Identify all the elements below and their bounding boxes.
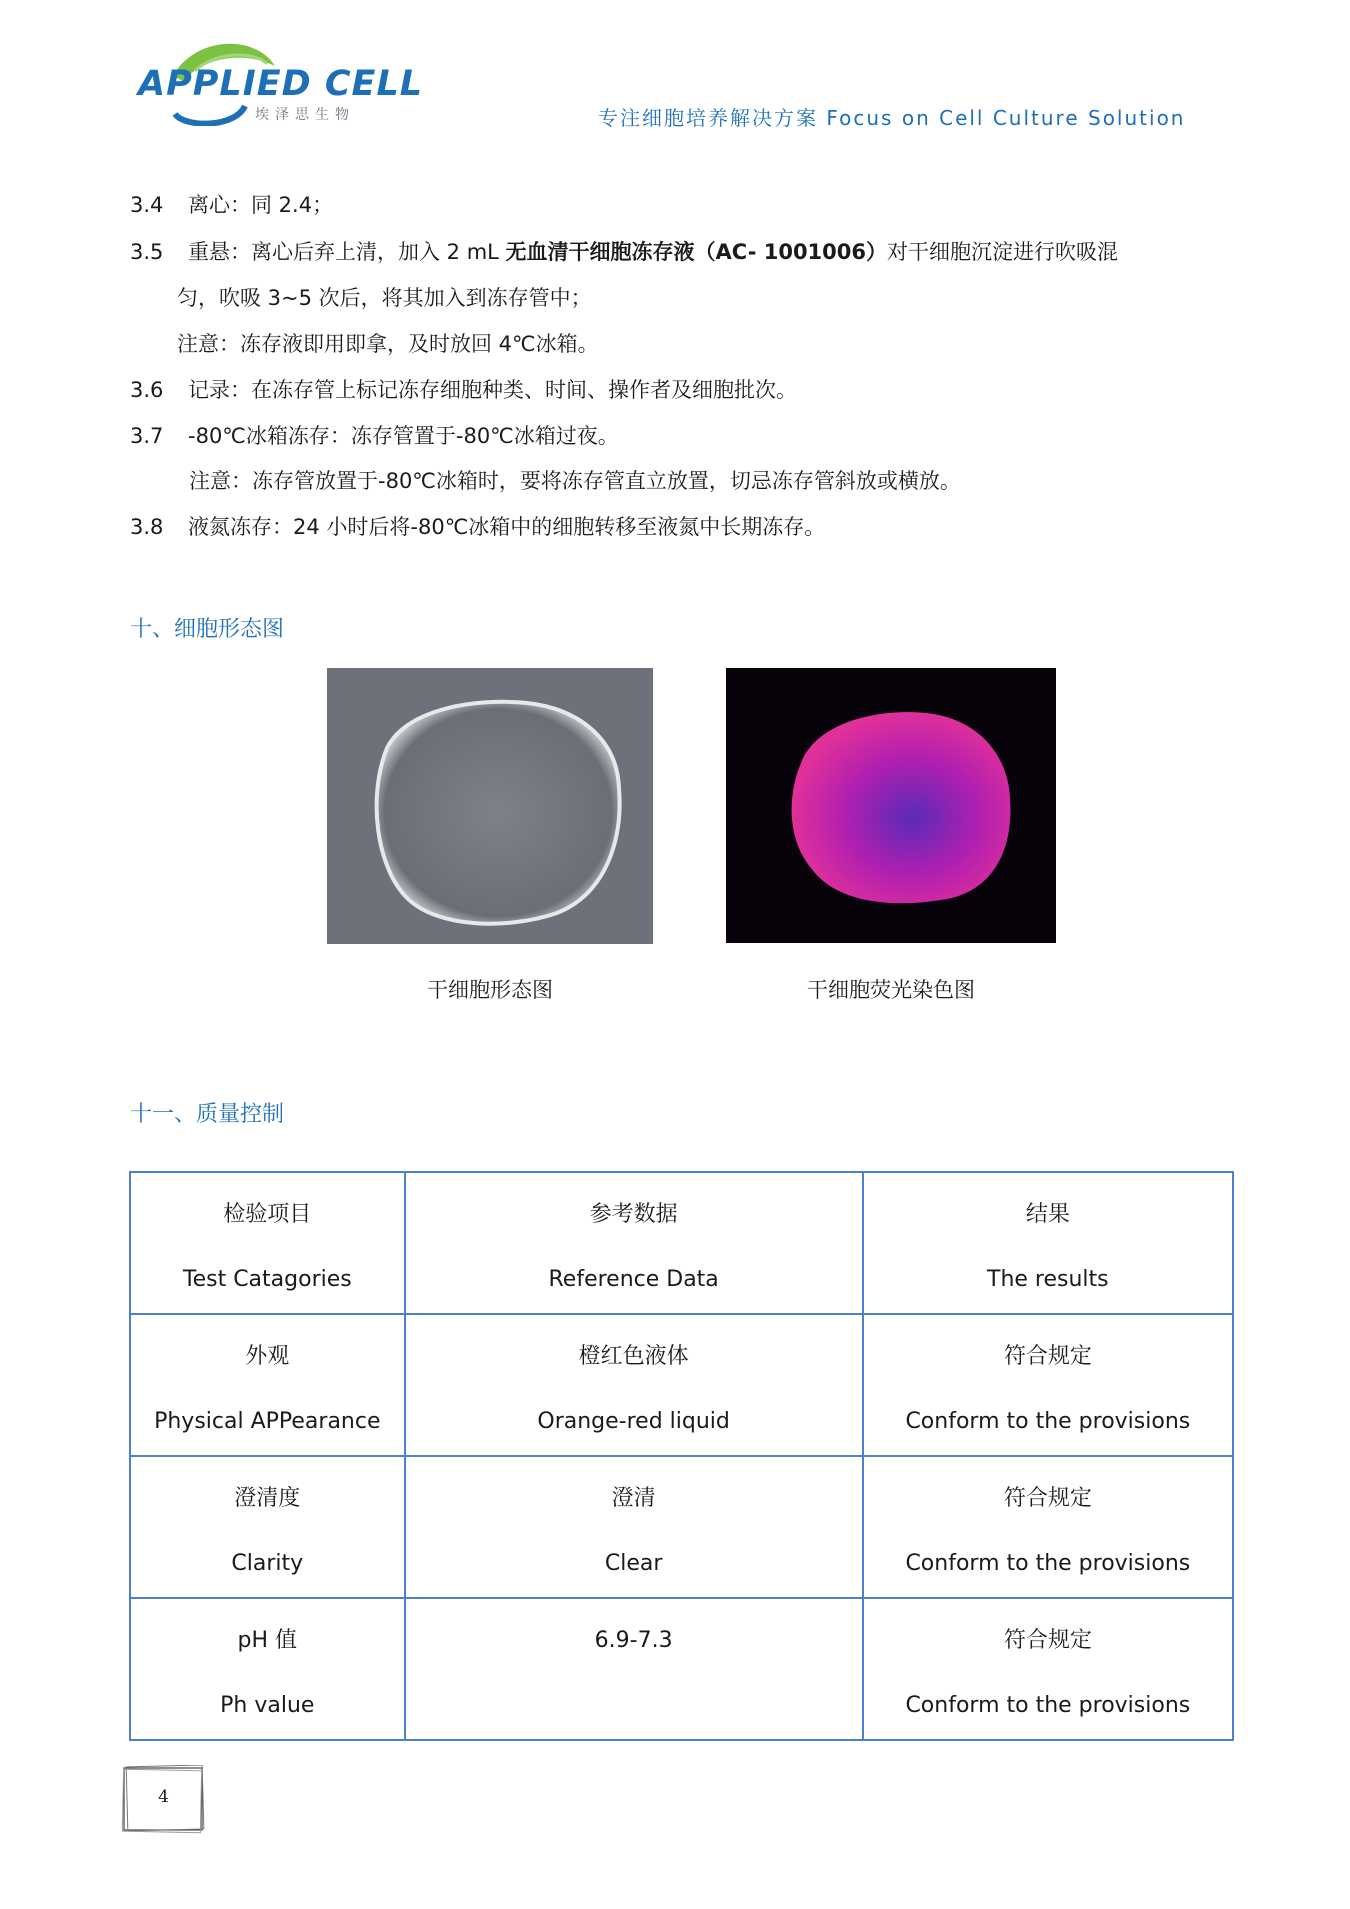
step-continuation: 匀，吹吸 3~5 次后，将其加入到冻存管中； <box>177 286 592 310</box>
step-number: 3.8 <box>130 515 164 539</box>
table-cell: 6.9-7.3 <box>405 1598 863 1740</box>
stem-cell-fluorescence-image <box>726 668 1056 943</box>
page-number: 4 <box>158 1787 169 1807</box>
page-number-box <box>121 1765 206 1835</box>
section-title-quality-control: 十一、质量控制 <box>130 1102 285 1127</box>
step-number: 3.7 <box>130 424 164 448</box>
step-3-8 <box>130 512 825 542</box>
step-text: 对干细胞沉淀进行吹吸混 <box>887 240 1119 264</box>
quality-control-table <box>129 1171 1234 1741</box>
step-text: 重悬：离心后弃上清，加入 2 mL <box>188 240 506 264</box>
step-3-7 <box>130 421 619 451</box>
table-cell: pH 值 Ph value <box>130 1598 405 1740</box>
table-header-row <box>130 1172 1233 1314</box>
logo-text: APPLIED CELL <box>138 64 424 104</box>
step-note: 注意：冻存管放置于-80℃冰箱时，要将冻存管直立放置，切忌冻存管斜放或横放。 <box>189 469 961 493</box>
table-cell: 参考数据 Reference Data <box>405 1172 863 1314</box>
fluorescence-caption: 干细胞荧光染色图 <box>807 978 975 1002</box>
table-row <box>130 1598 1233 1740</box>
logo-subtitle: 埃泽思生物 <box>255 107 355 123</box>
product-name: 无血清干细胞冻存液（AC- 1001006） <box>505 240 888 264</box>
table-cell: 结果 The results <box>863 1172 1233 1314</box>
table-row <box>130 1314 1233 1456</box>
table-cell: 符合规定 Conform to the provisions <box>863 1598 1233 1740</box>
step-text: -80℃冰箱冻存：冻存管置于-80℃冰箱过夜。 <box>188 424 619 448</box>
step-text: 记录：在冻存管上标记冻存细胞种类、时间、操作者及细胞批次。 <box>188 378 797 402</box>
table-row <box>130 1456 1233 1598</box>
company-logo <box>135 36 424 126</box>
section-title-morphology: 十、细胞形态图 <box>130 617 285 642</box>
step-3-5 <box>130 237 1118 267</box>
table-cell: 符合规定 Conform to the provisions <box>863 1314 1233 1456</box>
table-cell: 澄清 Clear <box>405 1456 863 1598</box>
step-3-6 <box>130 375 797 405</box>
step-number: 3.5 <box>130 240 164 264</box>
step-text: 离心：同 2.4； <box>188 193 334 217</box>
header-tagline: 专注细胞培养解决方案 Focus on Cell Culture Solution <box>598 106 1186 130</box>
stem-cell-morphology-image <box>327 668 653 944</box>
morphology-caption: 干细胞形态图 <box>427 978 553 1002</box>
step-3-4 <box>130 190 333 220</box>
table-cell: 检验项目 Test Catagories <box>130 1172 405 1314</box>
step-text: 液氮冻存：24 小时后将-80℃冰箱中的细胞转移至液氮中长期冻存。 <box>188 515 826 539</box>
step-note: 注意：冻存液即用即拿，及时放回 4℃冰箱。 <box>177 332 599 356</box>
table-cell: 澄清度 Clarity <box>130 1456 405 1598</box>
table-cell: 符合规定 Conform to the provisions <box>863 1456 1233 1598</box>
step-number: 3.6 <box>130 378 164 402</box>
table-cell: 橙红色液体 Orange-red liquid <box>405 1314 863 1456</box>
table-cell: 外观 Physical APPearance <box>130 1314 405 1456</box>
step-number: 3.4 <box>130 193 164 217</box>
